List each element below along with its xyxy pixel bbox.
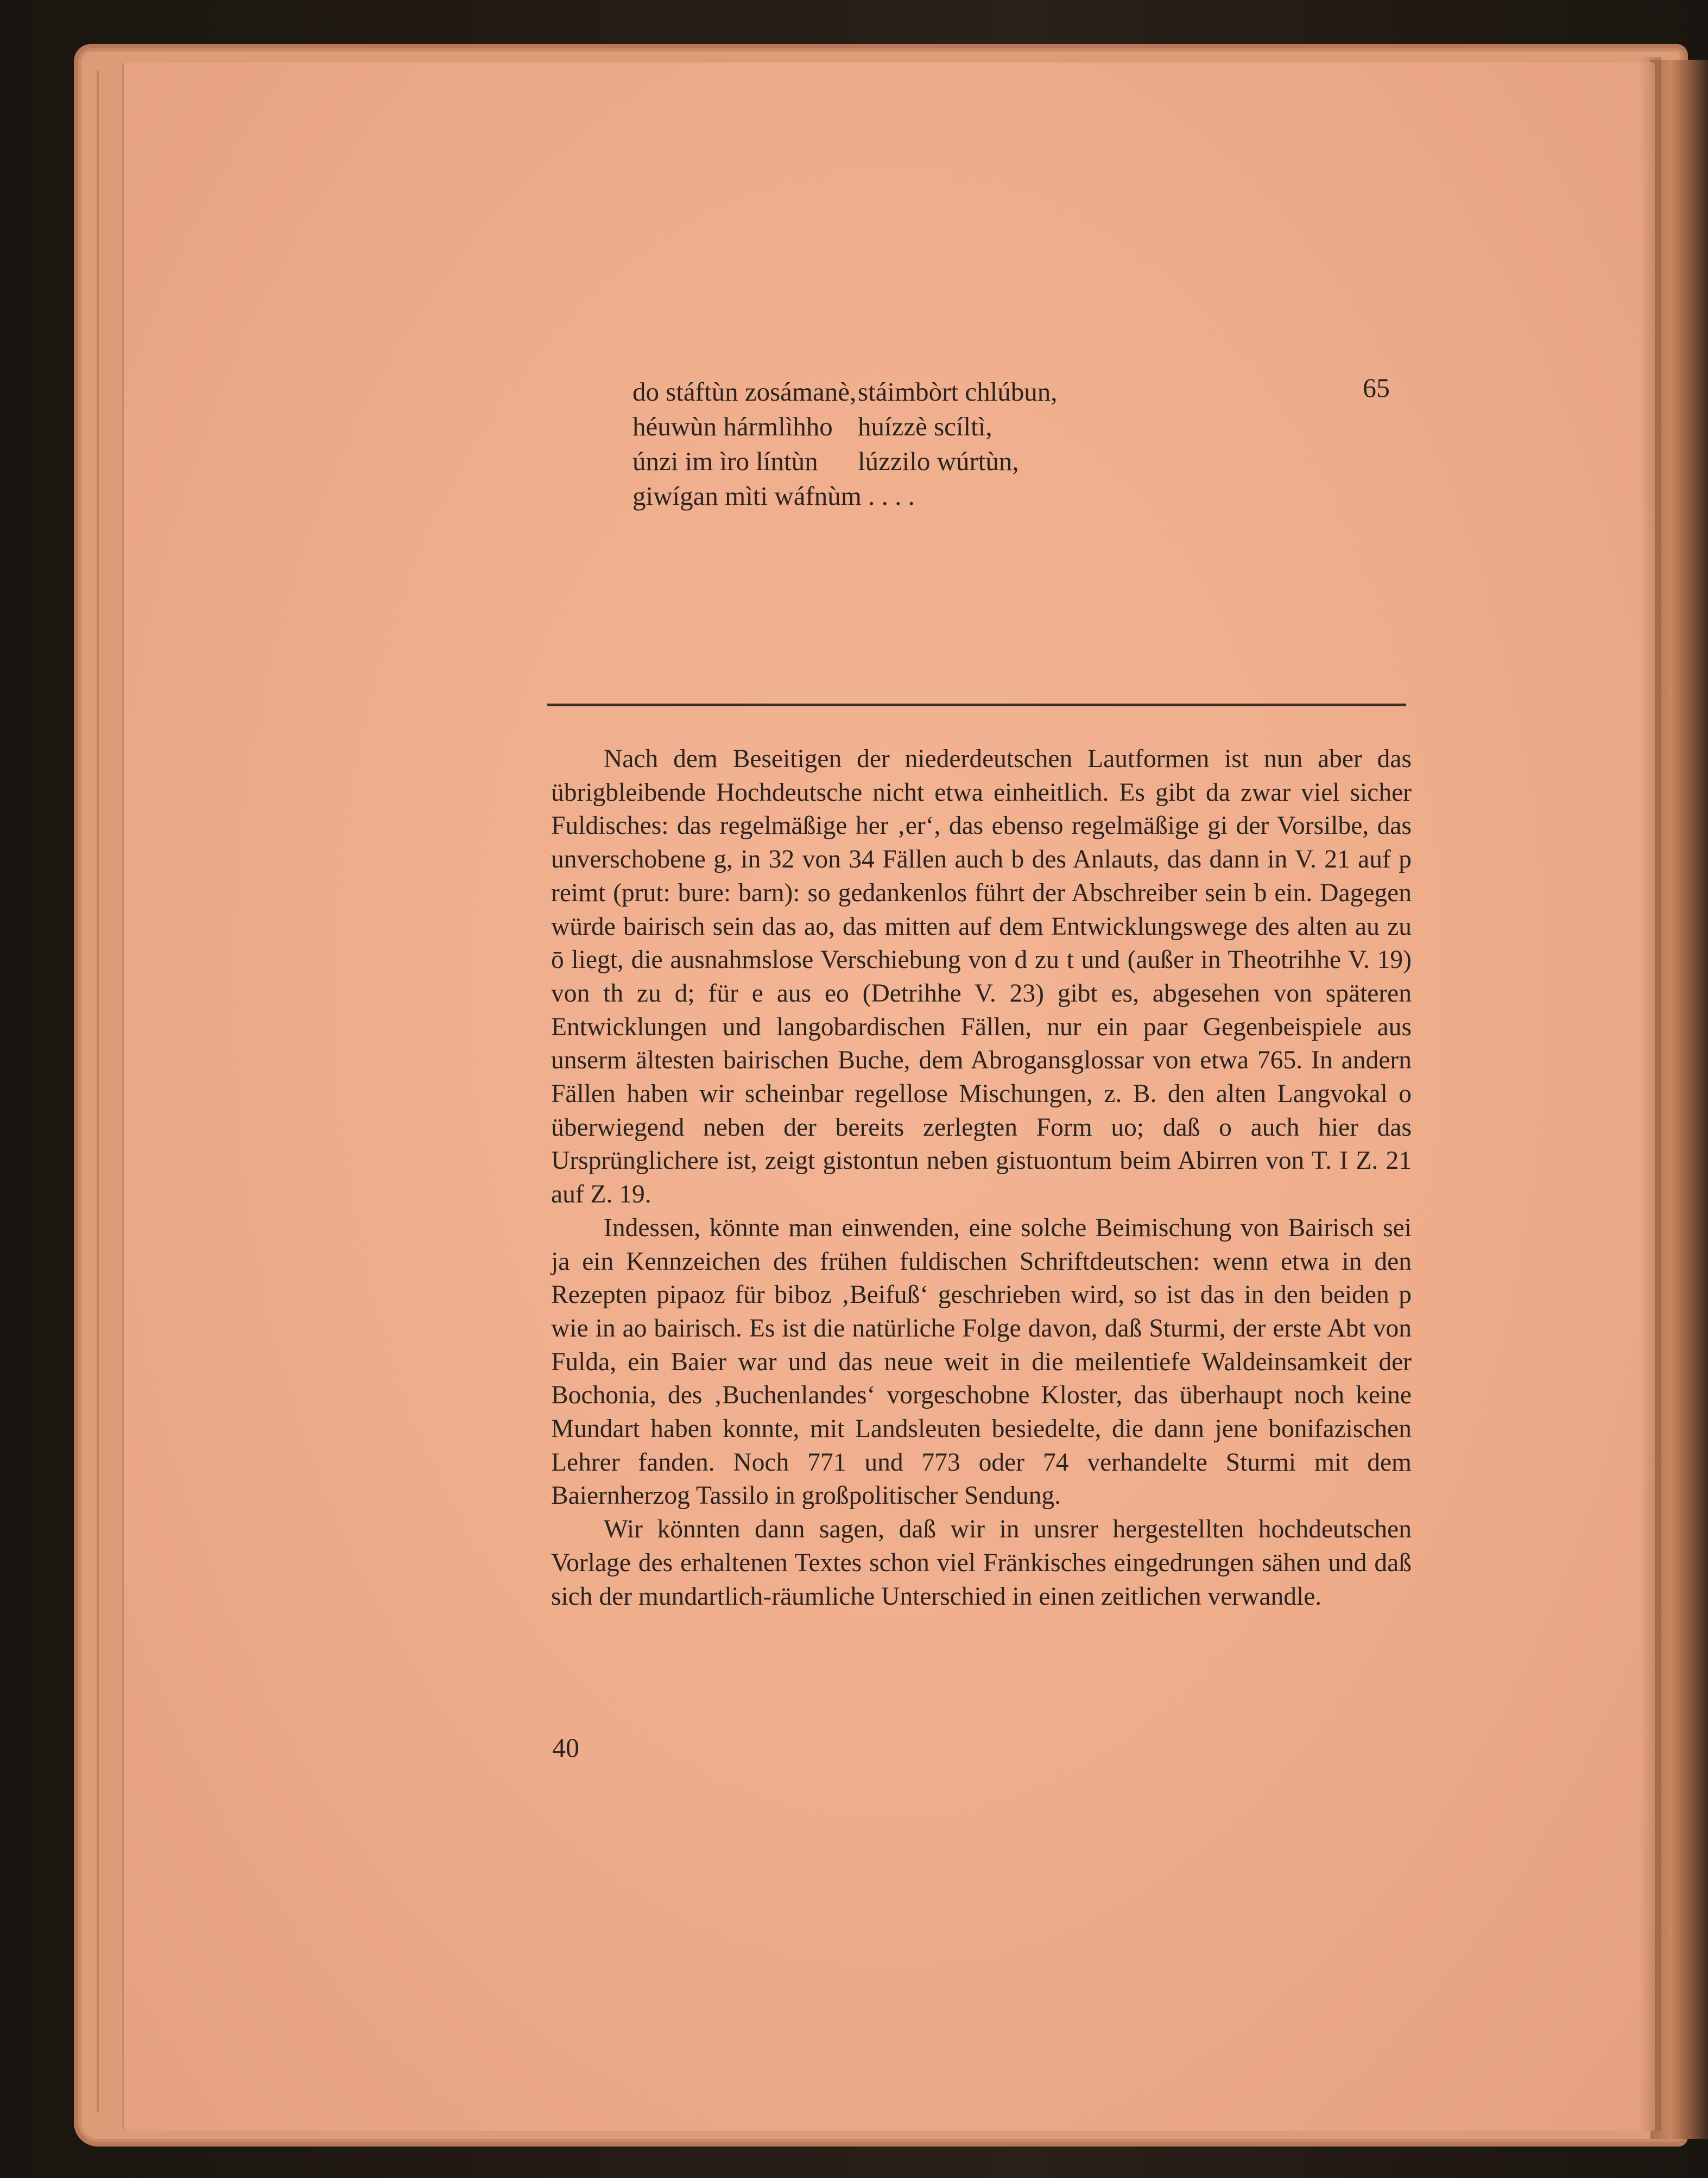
paragraph: Indessen, könnte man einwenden, eine solche Beimischung von Bairisch sei ja ein Kennzeichen des frühen fuldischen Schriftdeutschen: wenn etwa in den Rezepten pipaoz für biboz ‚Beifuß‘ geschrieben wird, so ist das in den beiden p wie in ao bairisch. Es ist die natürliche Folge davon, daß Sturmi, der erste Abt von Fulda, ein Baier war und das neue weit in die meilentiefe Waldeinsamkeit der Bochonia, des ‚Buchenlandes‘ vorgeschobne Kloster, das überhaupt noch keine Mundart haben konnte, mit Landsleuten besiedelte, die dann jene bonifazischen Lehrer fanden. Noch 771 und 773 oder 74 verhandelte Sturmi mit dem Baiernherzog Tassilo in großpolitischer Sendung. <box>551 1213 1412 1510</box>
verse-half-line: stáimbòrt chlúbun, <box>858 377 1058 407</box>
verse-half-line: giwígan mìti wáfnùm . . . . <box>632 481 915 511</box>
page-shadow <box>1640 57 1661 2131</box>
page-number: 40 <box>552 1732 579 1763</box>
verse-block <box>632 375 1175 514</box>
page-stack-edge <box>97 71 99 2112</box>
verse-line <box>632 479 1175 514</box>
verse-half-line: únzi im ìro líntùn <box>632 446 818 476</box>
verse-half-line: huízzè scíltì, <box>858 411 992 441</box>
verse-half-line: do stáftùn zosámanè, <box>632 377 857 407</box>
verse-line <box>632 375 1175 409</box>
paragraph: Wir könnten dann sagen, daß wir in unsrer hergestellten hochdeutschen Vorlage des erhaltenen Textes schon viel Fränkisches eingedrungen sähen und daß sich der mundartlich-räumliche Unterschied in einen zeitlichen verwandle. <box>551 1515 1412 1611</box>
body-text <box>551 743 1412 1613</box>
verse-number: 65 <box>1363 372 1390 403</box>
verse-half-line: lúzzilo wúrtùn, <box>858 446 1019 476</box>
horizontal-rule <box>547 704 1406 706</box>
verse-line <box>632 409 1175 444</box>
verse-line <box>632 444 1175 479</box>
paragraph: Nach dem Beseitigen der niederdeutschen Lautformen ist nun aber das übrigbleibende Hochdeutsche nicht etwa einheitlich. Es gibt da zwar viel sicher Fuldisches: das regelmäßige her ‚er‘, das ebenso regelmäßige gi der Vorsilbe, das unverschobene g, in 32 von 34 Fällen auch b des Anlauts, das dann in V. 21 auf p reimt (prut: bure: barn): so gedankenlos führt der Abschreiber sein b ein. Dagegen würde bairisch sein das ao, das mitten auf dem Entwicklungswege des alten au zu ō liegt, die ausnahmslose Verschiebung von d zu t und (außer in Theotrihhe V. 19) von th zu d; für e aus eo (Detrihhe V. 23) gibt es, abgesehen von späteren Entwicklungen und langobardischen Fällen, nur ein paar Gegenbeispiele aus unserm ältesten bairischen Buche, dem Abrogansglossar von etwa 765. In andern Fällen haben wir scheinbar regellose Mischungen, z. B. den alten Langvokal o überwiegend neben der bereits zerlegten Form uo; daß o auch hier das Ursprünglichere ist, zeigt gistontun neben gistuontum beim Abirren von T. I Z. 21 auf Z. 19. <box>551 745 1412 1209</box>
verse-half-line: héuwùn hármlìhho <box>632 411 833 441</box>
